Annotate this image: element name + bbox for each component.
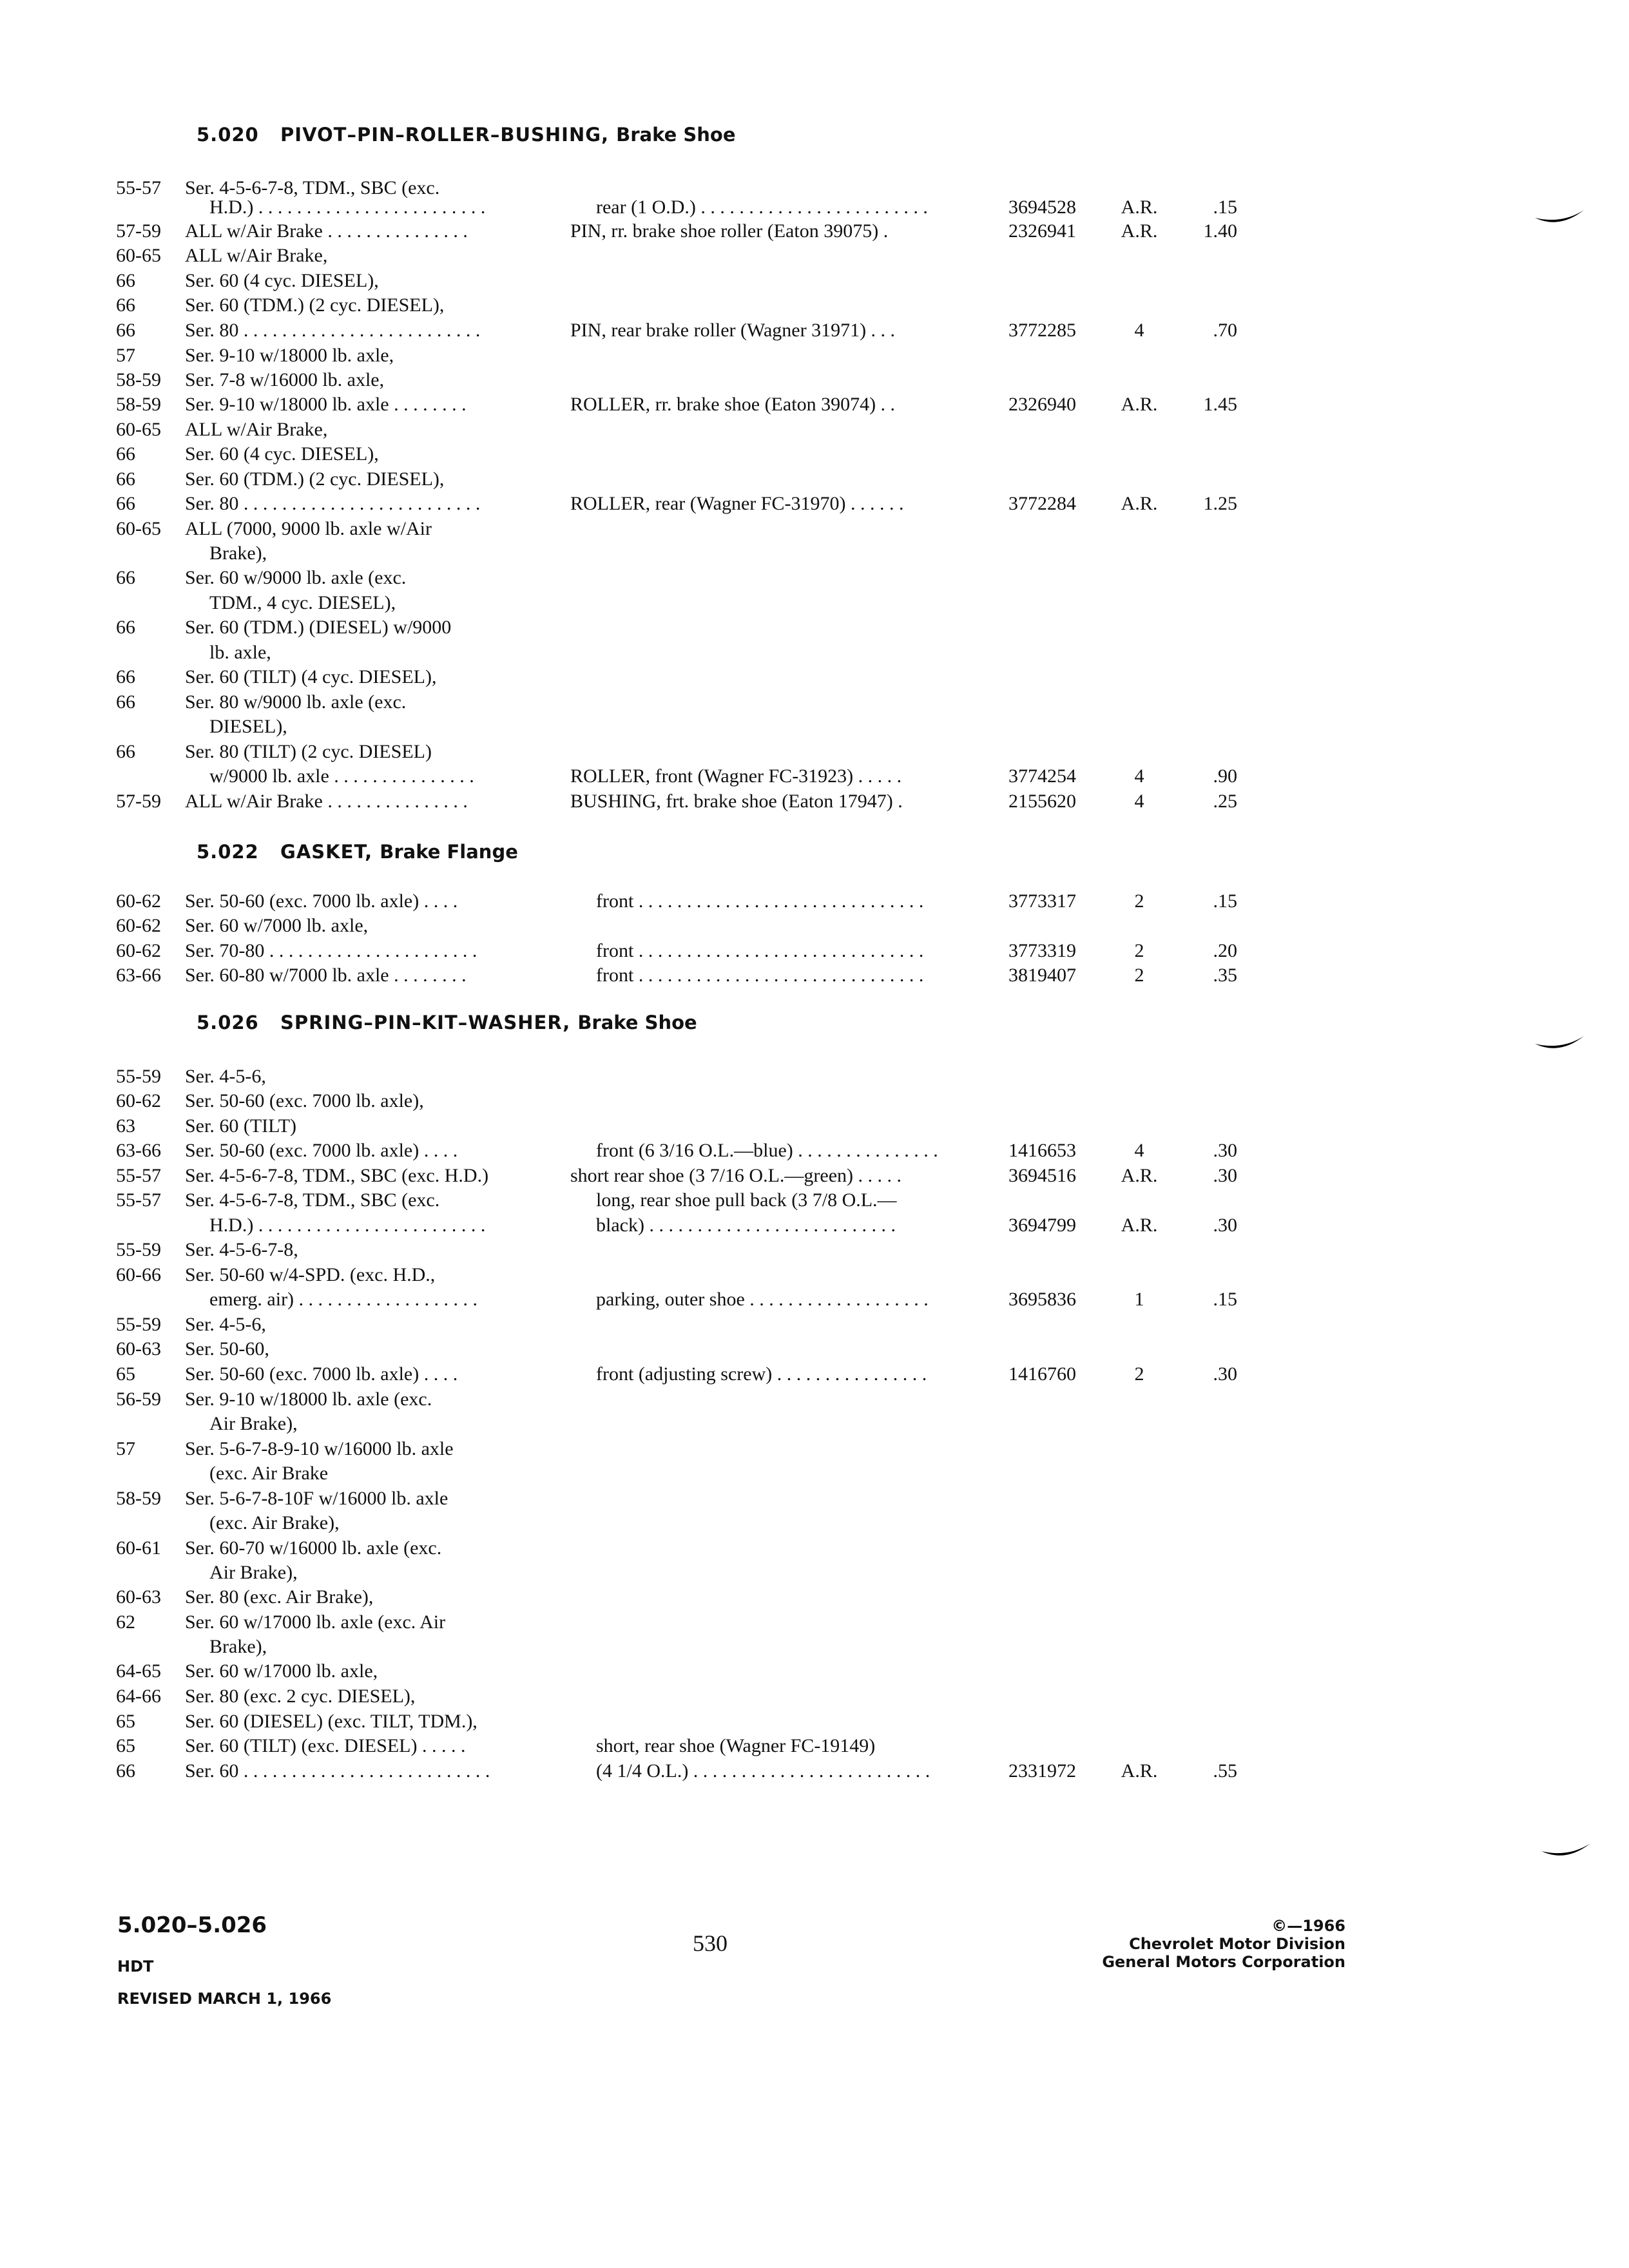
application: Ser. 9-10 w/18000 lb. axle, <box>185 345 394 366</box>
model-years: 57-59 <box>116 791 161 812</box>
application: Ser. 80 (TILT) (2 cyc. DIESEL) <box>185 741 432 762</box>
model-years: 58-59 <box>116 1488 161 1509</box>
application: Ser. 80 w/9000 lb. axle (exc. <box>185 691 407 713</box>
section-code: 5.022 <box>197 841 259 863</box>
part-description: (4 1/4 O.L.) . . . . . . . . . . . . . . . . . . . . . . . . . <box>596 1760 930 1782</box>
quantity: 2 <box>1134 940 1144 961</box>
application: Ser. 60-70 w/16000 lb. axle (exc. <box>185 1537 442 1559</box>
quantity: A.R. <box>1121 1760 1158 1782</box>
price: 1.25 <box>1203 493 1237 514</box>
model-years: 57-59 <box>116 220 161 242</box>
model-years: 60-63 <box>116 1338 161 1360</box>
part-description: PIN, rear brake roller (Wagner 31971) . . . <box>570 320 896 341</box>
part-number: 3694528 <box>1008 197 1076 218</box>
price: .15 <box>1213 890 1237 912</box>
part-description: front (adjusting screw) . . . . . . . . . . . . . . . . <box>596 1363 927 1385</box>
part-description: short rear shoe (3 7/16 O.L.—green) . . . . . <box>570 1165 902 1186</box>
application: Ser. 60 (TDM.) (DIESEL) w/9000 <box>185 617 452 638</box>
application-continued: w/9000 lb. axle . . . . . . . . . . . . . . . <box>209 765 474 787</box>
application: Ser. 5-6-7-8-10F w/16000 lb. axle <box>185 1488 448 1509</box>
model-years: 66 <box>116 567 135 588</box>
application: Ser. 50-60 (exc. 7000 lb. axle) . . . . <box>185 890 458 912</box>
quantity: A.R. <box>1121 197 1158 218</box>
price: .70 <box>1213 320 1237 341</box>
application: ALL w/Air Brake, <box>185 245 328 266</box>
part-description: ROLLER, rear (Wagner FC-31970) . . . . . . <box>570 493 904 514</box>
model-years: 58-59 <box>116 394 161 415</box>
price: 1.40 <box>1203 220 1237 242</box>
price: .15 <box>1213 197 1237 218</box>
application-continued: (exc. Air Brake <box>209 1463 329 1484</box>
application: ALL w/Air Brake . . . . . . . . . . . . . . . <box>185 220 468 242</box>
model-years: 55-57 <box>116 1165 161 1186</box>
application-continued: H.D.) . . . . . . . . . . . . . . . . . . . . . . . . <box>209 1215 486 1236</box>
application: Ser. 60 (TDM.) (2 cyc. DIESEL), <box>185 468 445 490</box>
price: .90 <box>1213 765 1237 787</box>
model-years: 66 <box>116 666 135 687</box>
part-number: 3695836 <box>1008 1289 1076 1310</box>
model-years: 63 <box>116 1115 135 1137</box>
application: Ser. 70-80 . . . . . . . . . . . . . . . . . . . . . . <box>185 940 477 961</box>
part-number: 3694799 <box>1008 1215 1076 1236</box>
quantity: 4 <box>1134 765 1144 787</box>
model-code: HDT <box>117 1957 154 1975</box>
application: Ser. 4-5-6-7-8, TDM., SBC (exc. <box>185 1189 440 1211</box>
model-years: 57 <box>116 345 135 366</box>
price: .30 <box>1213 1140 1237 1161</box>
quantity: A.R. <box>1121 394 1158 415</box>
part-description: front . . . . . . . . . . . . . . . . . . . . . . . . . . . . . . <box>596 890 924 912</box>
part-number: 2326941 <box>1008 220 1076 242</box>
price: .35 <box>1213 965 1237 986</box>
application: Ser. 60 (TILT) <box>185 1115 297 1137</box>
section-heading-5-022 <box>197 841 518 863</box>
part-description-continued: black) . . . . . . . . . . . . . . . . . . . . . . . . . . <box>596 1215 896 1236</box>
part-description: ROLLER, front (Wagner FC-31923) . . . . . <box>570 765 902 787</box>
price: 1.45 <box>1203 394 1237 415</box>
application: Ser. 60 (TILT) (exc. DIESEL) . . . . . <box>185 1735 466 1756</box>
part-description: ROLLER, rr. brake shoe (Eaton 39074) . . <box>570 394 896 415</box>
application: Ser. 50-60 w/4-SPD. (exc. H.D., <box>185 1264 436 1285</box>
section-title: GASKET, <box>280 841 373 863</box>
quantity: 2 <box>1134 965 1144 986</box>
model-years: 66 <box>116 741 135 762</box>
part-description: front . . . . . . . . . . . . . . . . . . . . . . . . . . . . . . <box>596 965 924 986</box>
part-number: 1416760 <box>1008 1363 1076 1385</box>
part-description: rear (1 O.D.) . . . . . . . . . . . . . . . . . . . . . . . . <box>596 197 928 218</box>
application: Ser. 80 (exc. 2 cyc. DIESEL), <box>185 1686 416 1707</box>
model-years: 66 <box>116 294 135 316</box>
application: Ser. 50-60 (exc. 7000 lb. axle) . . . . <box>185 1140 458 1161</box>
application-continued: TDM., 4 cyc. DIESEL), <box>209 592 396 613</box>
application: Ser. 60-80 w/7000 lb. axle . . . . . . . . <box>185 965 467 986</box>
model-years: 66 <box>116 617 135 638</box>
section-code: 5.026 <box>197 1012 259 1033</box>
application: Ser. 60 w/17000 lb. axle (exc. Air <box>185 1611 446 1633</box>
model-years: 63-66 <box>116 965 161 986</box>
corporation-name: General Motors Corporation <box>1102 1953 1345 1971</box>
part-description: front (6 3/16 O.L.—blue) . . . . . . . . . . . . . . . <box>596 1140 938 1161</box>
part-number: 3772284 <box>1008 493 1076 514</box>
part-number: 3774254 <box>1008 765 1076 787</box>
quantity: 2 <box>1134 1363 1144 1385</box>
section-subtitle: Brake Shoe <box>577 1012 697 1033</box>
quantity: 4 <box>1134 791 1144 812</box>
application: Ser. 9-10 w/18000 lb. axle (exc. <box>185 1389 432 1410</box>
application: Ser. 4-5-6, <box>185 1066 266 1087</box>
part-number: 2155620 <box>1008 791 1076 812</box>
part-description: PIN, rr. brake shoe roller (Eaton 39075) . <box>570 220 889 242</box>
part-description: BUSHING, frt. brake shoe (Eaton 17947) . <box>570 791 903 812</box>
price: .55 <box>1213 1760 1237 1782</box>
model-years: 66 <box>116 320 135 341</box>
application: Ser. 60 (TDM.) (2 cyc. DIESEL), <box>185 294 445 316</box>
quantity: 2 <box>1134 890 1144 912</box>
section-title: PIVOT–PIN–ROLLER–BUSHING, <box>280 124 610 146</box>
model-years: 55-59 <box>116 1066 161 1087</box>
part-number: 1416653 <box>1008 1140 1076 1161</box>
application: ALL w/Air Brake . . . . . . . . . . . . . . . <box>185 791 468 812</box>
price: .30 <box>1213 1165 1237 1186</box>
application-continued: Air Brake), <box>209 1562 298 1583</box>
model-years: 66 <box>116 691 135 713</box>
section-title: SPRING–PIN–KIT–WASHER, <box>280 1012 571 1033</box>
application: Ser. 60 w/17000 lb. axle, <box>185 1660 378 1682</box>
model-years: 64-66 <box>116 1686 161 1707</box>
model-years: 60-63 <box>116 1586 161 1608</box>
binder-mark <box>1540 1838 1592 1864</box>
model-years: 60-65 <box>116 419 161 440</box>
copyright: ©—1966 <box>1271 1917 1345 1935</box>
part-number: 3773319 <box>1008 940 1076 961</box>
part-number: 3773317 <box>1008 890 1076 912</box>
application: Ser. 60 (TILT) (4 cyc. DIESEL), <box>185 666 437 687</box>
application-continued: H.D.) . . . . . . . . . . . . . . . . . . . . . . . . <box>209 197 486 218</box>
section-heading-5-020 <box>197 124 736 146</box>
application-continued: DIESEL), <box>209 716 287 737</box>
model-years: 63-66 <box>116 1140 161 1161</box>
application: Ser. 60 w/7000 lb. axle, <box>185 915 369 936</box>
application: Ser. 60 (DIESEL) (exc. TILT, TDM.), <box>185 1711 477 1732</box>
application: Ser. 60 (4 cyc. DIESEL), <box>185 270 379 291</box>
model-years: 56-59 <box>116 1389 161 1410</box>
revised-date: REVISED MARCH 1, 1966 <box>117 1990 332 2008</box>
price: .20 <box>1213 940 1237 961</box>
model-years: 60-62 <box>116 890 161 912</box>
model-years: 55-57 <box>116 177 161 198</box>
application: Ser. 50-60 (exc. 7000 lb. axle), <box>185 1090 424 1111</box>
application: Ser. 7-8 w/16000 lb. axle, <box>185 369 385 390</box>
model-years: 60-61 <box>116 1537 161 1559</box>
model-years: 65 <box>116 1735 135 1756</box>
quantity: 4 <box>1134 320 1144 341</box>
application-continued: lb. axle, <box>209 642 271 663</box>
model-years: 60-62 <box>116 940 161 961</box>
model-years: 60-65 <box>116 245 161 266</box>
part-description: front . . . . . . . . . . . . . . . . . . . . . . . . . . . . . . <box>596 940 924 961</box>
model-years: 60-62 <box>116 1090 161 1111</box>
application: Ser. 80 (exc. Air Brake), <box>185 1586 374 1608</box>
model-years: 58-59 <box>116 369 161 390</box>
part-description: parking, outer shoe . . . . . . . . . . . . . . . . . . . <box>596 1289 929 1310</box>
application: Ser. 5-6-7-8-9-10 w/16000 lb. axle <box>185 1438 454 1459</box>
section-range: 5.020–5.026 <box>117 1912 267 1938</box>
application: Ser. 60 w/9000 lb. axle (exc. <box>185 567 407 588</box>
part-number: 3772285 <box>1008 320 1076 341</box>
application: ALL (7000, 9000 lb. axle w/Air <box>185 518 432 539</box>
model-years: 65 <box>116 1711 135 1732</box>
quantity: A.R. <box>1121 220 1158 242</box>
application-continued: (exc. Air Brake), <box>209 1512 340 1533</box>
part-description: long, rear shoe pull back (3 7/8 O.L.— <box>596 1189 897 1211</box>
model-years: 66 <box>116 468 135 490</box>
section-code: 5.020 <box>197 124 259 146</box>
part-number: 2331972 <box>1008 1760 1076 1782</box>
model-years: 65 <box>116 1363 135 1385</box>
binder-mark <box>1534 1031 1585 1057</box>
model-years: 55-59 <box>116 1239 161 1260</box>
model-years: 62 <box>116 1611 135 1633</box>
application: Ser. 4-5-6-7-8, TDM., SBC (exc. <box>185 177 440 198</box>
model-years: 55-57 <box>116 1189 161 1211</box>
quantity: A.R. <box>1121 1165 1158 1186</box>
application: Ser. 50-60, <box>185 1338 269 1360</box>
application: Ser. 80 . . . . . . . . . . . . . . . . . . . . . . . . . <box>185 320 481 341</box>
application-continued: Brake), <box>209 543 267 564</box>
model-years: 60-65 <box>116 518 161 539</box>
application: Ser. 9-10 w/18000 lb. axle . . . . . . . . <box>185 394 467 415</box>
application-continued: emerg. air) . . . . . . . . . . . . . . . . . . . <box>209 1289 478 1310</box>
quantity: A.R. <box>1121 493 1158 514</box>
quantity: 4 <box>1134 1140 1144 1161</box>
model-years: 60-66 <box>116 1264 161 1285</box>
division-name: Chevrolet Motor Division <box>1129 1935 1345 1953</box>
application: Ser. 4-5-6-7-8, TDM., SBC (exc. H.D.) <box>185 1165 489 1186</box>
page-number: 530 <box>693 1930 728 1956</box>
part-description: short, rear shoe (Wagner FC-19149) <box>596 1735 876 1756</box>
application: Ser. 4-5-6, <box>185 1314 266 1335</box>
part-number: 2326940 <box>1008 394 1076 415</box>
part-number: 3694516 <box>1008 1165 1076 1186</box>
application-continued: Brake), <box>209 1636 267 1657</box>
price: .25 <box>1213 791 1237 812</box>
application: Ser. 60 . . . . . . . . . . . . . . . . . . . . . . . . . . <box>185 1760 490 1782</box>
model-years: 55-59 <box>116 1314 161 1335</box>
application: Ser. 4-5-6-7-8, <box>185 1239 298 1260</box>
quantity: A.R. <box>1121 1215 1158 1236</box>
model-years: 66 <box>116 443 135 465</box>
application: ALL w/Air Brake, <box>185 419 328 440</box>
model-years: 66 <box>116 1760 135 1782</box>
price: .30 <box>1213 1215 1237 1236</box>
model-years: 66 <box>116 493 135 514</box>
section-subtitle: Brake Flange <box>380 841 518 863</box>
section-heading-5-026 <box>197 1012 697 1033</box>
model-years: 60-62 <box>116 915 161 936</box>
price: .15 <box>1213 1289 1237 1310</box>
application: Ser. 50-60 (exc. 7000 lb. axle) . . . . <box>185 1363 458 1385</box>
model-years: 64-65 <box>116 1660 161 1682</box>
binder-mark <box>1534 205 1585 231</box>
section-subtitle: Brake Shoe <box>616 124 736 146</box>
application-continued: Air Brake), <box>209 1413 298 1434</box>
model-years: 57 <box>116 1438 135 1459</box>
application: Ser. 60 (4 cyc. DIESEL), <box>185 443 379 465</box>
application: Ser. 80 . . . . . . . . . . . . . . . . . . . . . . . . . <box>185 493 481 514</box>
part-number: 3819407 <box>1008 965 1076 986</box>
price: .30 <box>1213 1363 1237 1385</box>
quantity: 1 <box>1134 1289 1144 1310</box>
model-years: 66 <box>116 270 135 291</box>
